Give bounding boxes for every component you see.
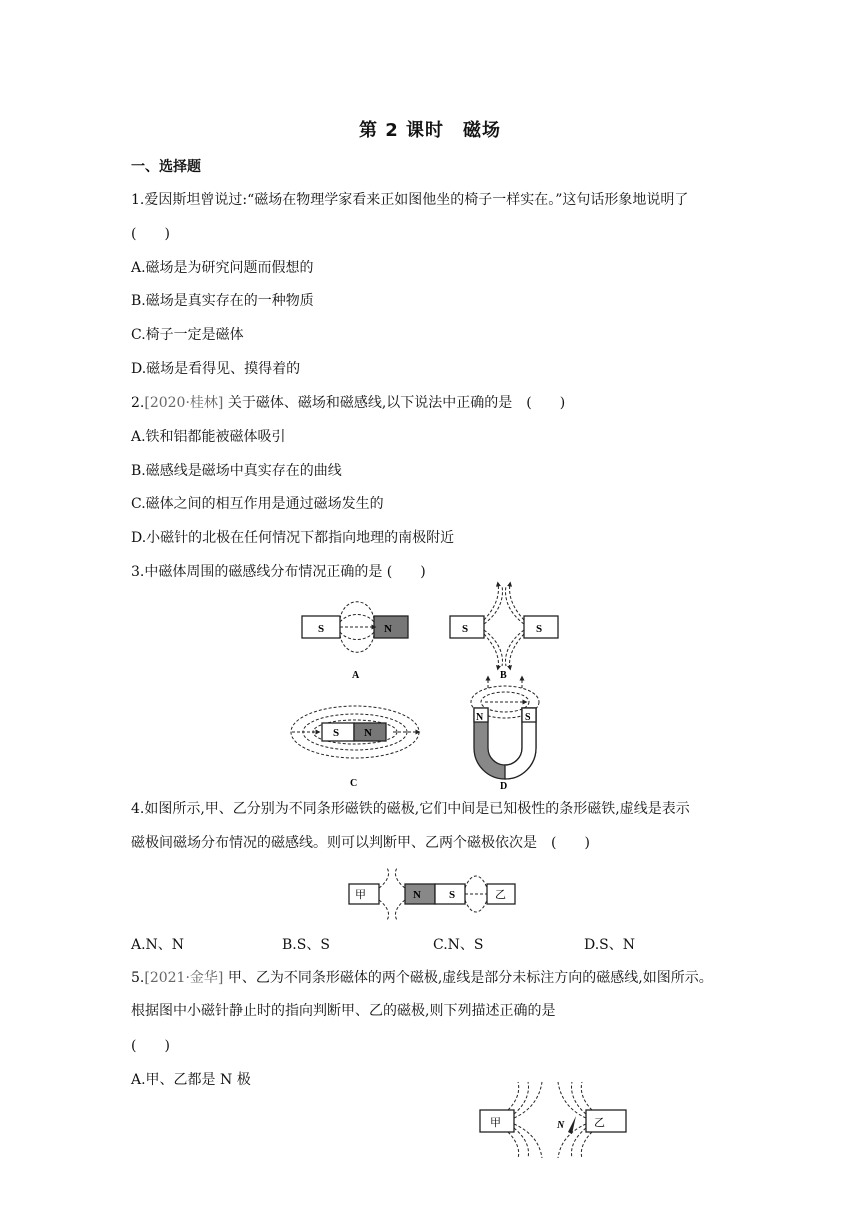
q5-pole-yi: 乙	[594, 1117, 605, 1129]
section-heading: 一、选择题	[131, 159, 201, 175]
q5-option-a: A.甲、乙都是 N 极	[131, 1072, 251, 1088]
q2-source: [2020·桂林]	[144, 395, 224, 411]
q2-stem-line	[131, 393, 565, 413]
q2-number: 2.	[131, 395, 145, 411]
q3-c-caption: C	[350, 778, 358, 789]
q1-option-a: A.磁场是为研究问题而假想的	[131, 260, 314, 276]
q1-stem: 1.爱因斯坦曾说过:“磁场在物理学家看来正如图他坐的椅子一样实在。”这句话形象地说明了	[131, 192, 689, 208]
q3-d-right-pole: S	[525, 712, 531, 723]
q3-figure-c	[291, 706, 419, 758]
q4-pole-jia: 甲	[355, 889, 366, 901]
q1-option-d: D.磁场是看得见、摸得着的	[131, 361, 301, 377]
q3-d-left-pole: N	[476, 712, 484, 723]
q3-c-right-pole: N	[364, 727, 372, 739]
page-title: 第 2 课时 磁场	[358, 120, 502, 141]
q2-stem: 关于磁体、磁场和磁感线,以下说法中正确的是 ( )	[223, 395, 566, 411]
q3-figure	[290, 578, 580, 790]
q3-c-left-pole: S	[333, 727, 340, 739]
q5-stem-line-1	[131, 968, 713, 988]
q4-stem-line-1: 4.如图所示,甲、乙分别为不同条形磁铁的磁极,它们中间是已知极性的条形磁铁,虚线是表示	[131, 801, 690, 817]
q3-stem: 3.中磁体周围的磁感线分布情况正确的是 ( )	[131, 564, 426, 580]
q3-a-right-pole: N	[384, 623, 392, 635]
q2-option-b: B.磁感线是磁场中真实存在的曲线	[131, 463, 342, 479]
q5-needle-n: N	[557, 1120, 565, 1131]
q4-pole-s: S	[449, 889, 456, 901]
q1-option-b: B.磁场是真实存在的一种物质	[131, 293, 314, 309]
q3-b-right-pole: S	[536, 623, 543, 635]
q2-option-a: A.铁和铝都能被磁体吸引	[131, 429, 286, 445]
q5-number: 5.	[131, 970, 145, 986]
q1-option-c: C.椅子一定是磁体	[131, 327, 244, 343]
q4-option-d: D.S、N	[584, 937, 636, 953]
q2-option-d: D.小磁针的北极在任何情况下都指向地理的南极附近	[131, 530, 455, 546]
q4-option-a: A.N、N	[131, 937, 185, 953]
q5-answer-paren: ( )	[131, 1038, 170, 1054]
q3-a-left-pole: S	[318, 623, 325, 635]
q4-figure	[345, 866, 517, 922]
q3-b-caption: B	[500, 670, 507, 681]
q5-figure	[478, 1080, 628, 1160]
q4-option-c: C.N、S	[433, 937, 484, 953]
q3-figure-d	[471, 678, 539, 779]
q5-stem-line-2: 根据图中小磁针静止时的指向判断甲、乙的磁极,则下列描述正确的是	[131, 1003, 556, 1019]
q4-pole-n: N	[413, 889, 421, 901]
q4-stem-line-2: 磁极间磁场分布情况的磁感线。则可以判断甲、乙两个磁极依次是 ( )	[131, 835, 590, 851]
q3-d-caption: D	[500, 781, 508, 790]
q5-stem-1: 甲、乙为不同条形磁体的两个磁极,虚线是部分未标注方向的磁感线,如图所示。	[223, 970, 713, 986]
q3-a-caption: A	[352, 670, 360, 681]
q4-pole-yi: 乙	[495, 889, 506, 901]
q5-pole-jia: 甲	[490, 1117, 501, 1129]
q3-b-left-pole: S	[462, 623, 469, 635]
q2-option-c: C.磁体之间的相互作用是通过磁场发生的	[131, 496, 384, 512]
q1-answer-paren: ( )	[131, 226, 170, 242]
q4-option-b: B.S、S	[282, 937, 330, 953]
q5-source: [2021·金华]	[144, 970, 224, 986]
